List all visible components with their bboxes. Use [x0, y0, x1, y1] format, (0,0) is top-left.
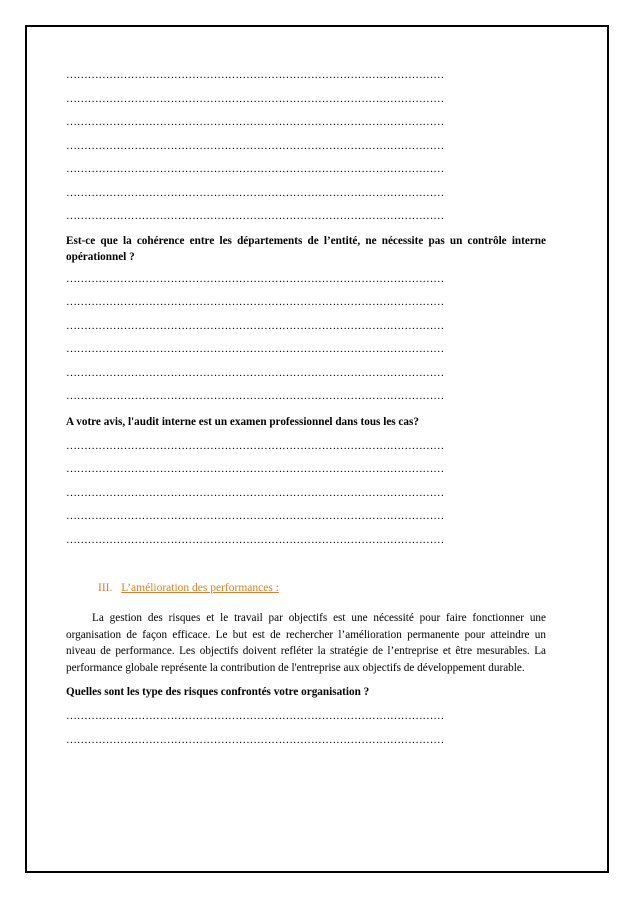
answer-dotted-line: …………………………………………………………………………………………… — [66, 139, 445, 152]
document-content — [66, 64, 546, 752]
answer-dotted-line: …………………………………………………………………………………………… — [66, 343, 445, 355]
answer-dotted-line: …………………………………………………………………………………………… — [66, 296, 445, 308]
question-types-risques: Quelles sont les type des risques confrontés votre organisation ? — [66, 686, 370, 698]
answer-dotted-line: …………………………………………………………………………………………… — [66, 319, 445, 332]
section-heading — [98, 580, 546, 596]
answer-dotted-line: …………………………………………………………………………………………… — [66, 272, 445, 285]
question-coherence-controle-interne: Est-ce que la cohérence entre les départements de l’entité, ne nécessite pas un contrôle interne opérationnel ? — [66, 234, 546, 263]
answer-lines-block-4 — [66, 705, 546, 752]
answer-dotted-line: …………………………………………………………………………………………… — [66, 533, 445, 546]
answer-dotted-line: …………………………………………………………………………………………… — [66, 92, 445, 105]
question-audit-interne: A votre avis, l'audit interne est un examen professionnel dans tous les cas? — [66, 415, 419, 428]
answer-lines-block-3 — [66, 435, 546, 553]
answer-dotted-line: …………………………………………………………………………………………… — [66, 510, 445, 522]
answer-dotted-line: …………………………………………………………………………………………… — [66, 366, 445, 379]
answer-dotted-line: …………………………………………………………………………………………… — [66, 710, 445, 722]
section-paragraph: La gestion des risques et le travail par objectifs est une nécessité pour faire fonctionner une organisation de façon efficace. Le but est de rechercher l’amélioration permanente pour atteindre un niveau de performance. Les objectifs doivent refléter la stratégie de l’entreprise et être mesurables. La performance globale représente la contribution de l'entreprise aux objectifs de développement durable. — [66, 612, 546, 674]
answer-dotted-line: …………………………………………………………………………………………… — [66, 116, 445, 128]
answer-dotted-line: …………………………………………………………………………………………… — [66, 210, 445, 222]
answer-dotted-line: …………………………………………………………………………………………… — [66, 486, 445, 499]
answer-lines-block-1 — [66, 64, 546, 229]
answer-dotted-line: …………………………………………………………………………………………… — [66, 463, 445, 475]
answer-dotted-line: …………………………………………………………………………………………… — [66, 69, 445, 81]
answer-dotted-line: …………………………………………………………………………………………… — [66, 439, 445, 452]
section-number: III. — [98, 582, 113, 594]
answer-dotted-line: …………………………………………………………………………………………… — [66, 733, 445, 746]
answer-dotted-line: …………………………………………………………………………………………… — [66, 163, 445, 175]
answer-dotted-line: …………………………………………………………………………………………… — [66, 390, 445, 402]
answer-lines-block-2 — [66, 268, 546, 409]
answer-dotted-line: …………………………………………………………………………………………… — [66, 186, 445, 199]
section-title: L’amélioration des performances : — [121, 582, 279, 594]
